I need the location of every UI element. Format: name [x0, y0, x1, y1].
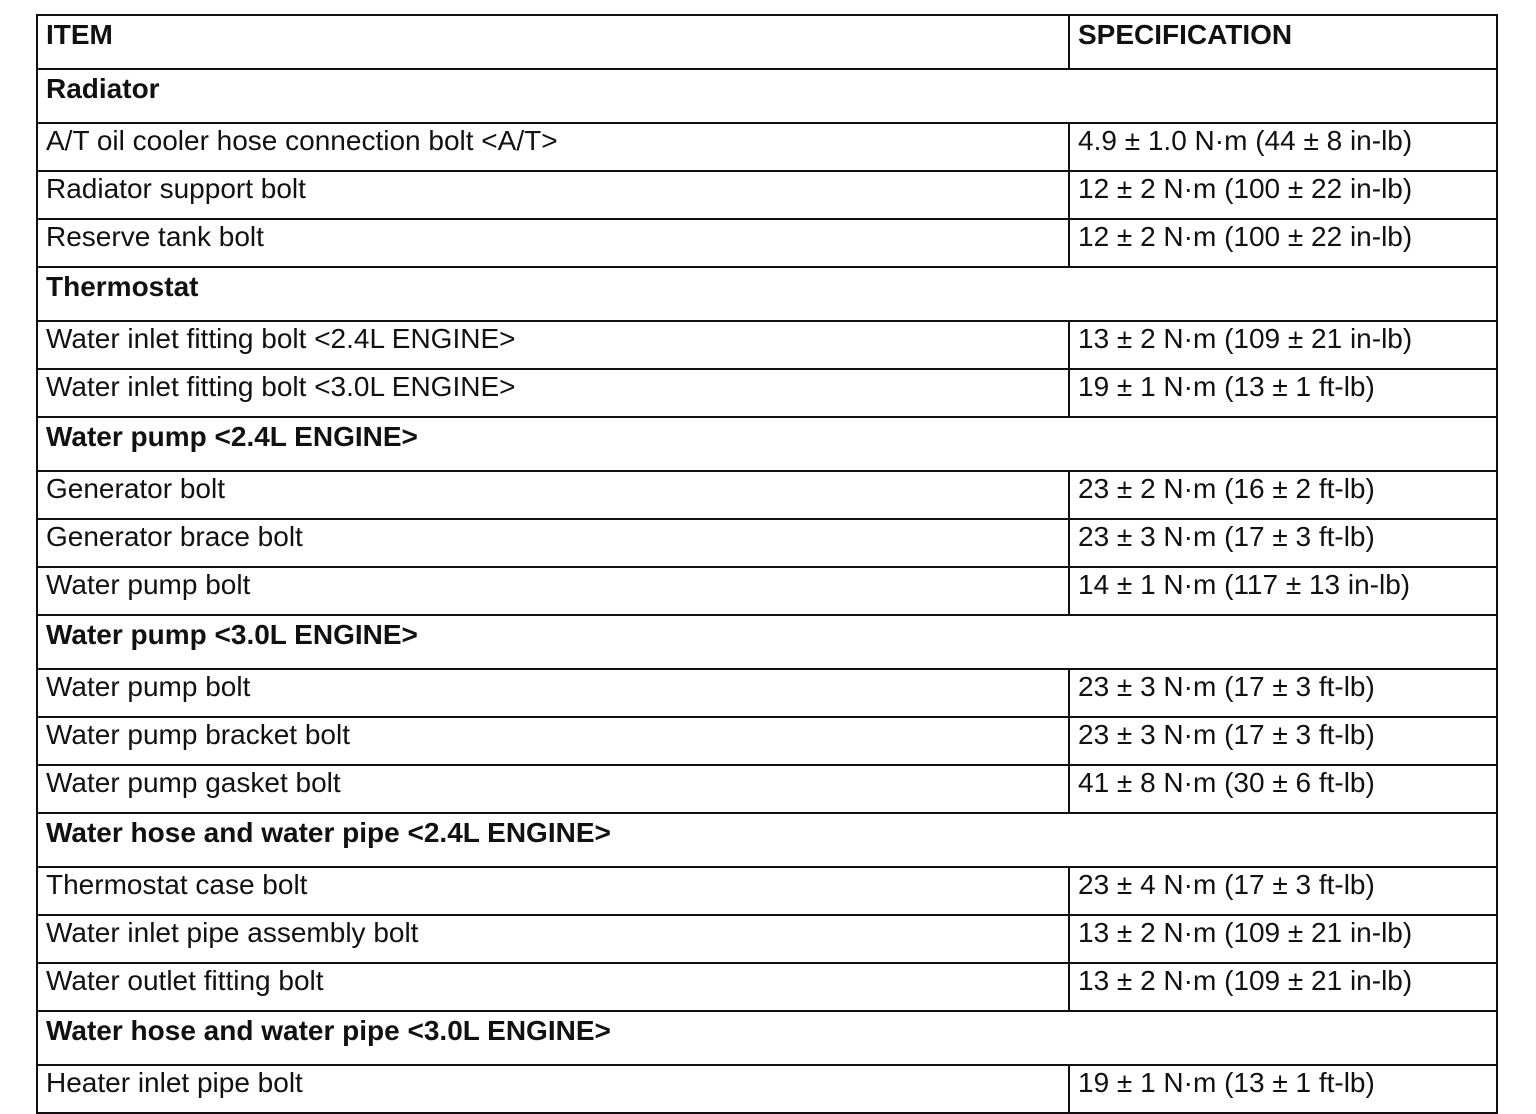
specification-cell: 14 ± 1 N·m (117 ± 13 in-lb)	[1069, 567, 1497, 615]
specification-cell: 19 ± 1 N·m (13 ± 1 ft-lb)	[1069, 1065, 1497, 1113]
specification-cell: 41 ± 8 N·m (30 ± 6 ft-lb)	[1069, 765, 1497, 813]
table-body	[37, 69, 1497, 1113]
table-header-row	[37, 15, 1497, 69]
specification-cell: 12 ± 2 N·m (100 ± 22 in-lb)	[1069, 171, 1497, 219]
column-header-specification: SPECIFICATION	[1069, 15, 1497, 69]
section-title: Thermostat	[37, 267, 1497, 321]
table-row	[37, 369, 1497, 417]
section-row	[37, 1011, 1497, 1065]
table-row	[37, 669, 1497, 717]
specification-cell: 19 ± 1 N·m (13 ± 1 ft-lb)	[1069, 369, 1497, 417]
specification-cell: 13 ± 2 N·m (109 ± 21 in-lb)	[1069, 321, 1497, 369]
specification-cell: 23 ± 4 N·m (17 ± 3 ft-lb)	[1069, 867, 1497, 915]
item-cell: Water outlet fitting bolt	[37, 963, 1069, 1011]
table-row	[37, 321, 1497, 369]
table-row	[37, 123, 1497, 171]
section-title: Radiator	[37, 69, 1497, 123]
specification-cell: 4.9 ± 1.0 N·m (44 ± 8 in-lb)	[1069, 123, 1497, 171]
specification-cell: 12 ± 2 N·m (100 ± 22 in-lb)	[1069, 219, 1497, 267]
item-cell: A/T oil cooler hose connection bolt <A/T>	[37, 123, 1069, 171]
item-cell: Generator brace bolt	[37, 519, 1069, 567]
section-title: Water hose and water pipe <2.4L ENGINE>	[37, 813, 1497, 867]
section-title: Water pump <3.0L ENGINE>	[37, 615, 1497, 669]
section-row	[37, 813, 1497, 867]
torque-spec-table	[36, 14, 1498, 1114]
section-title: Water pump <2.4L ENGINE>	[37, 417, 1497, 471]
item-cell: Reserve tank bolt	[37, 219, 1069, 267]
item-cell: Water inlet pipe assembly bolt	[37, 915, 1069, 963]
table-row	[37, 219, 1497, 267]
item-cell: Generator bolt	[37, 471, 1069, 519]
specification-cell: 23 ± 3 N·m (17 ± 3 ft-lb)	[1069, 669, 1497, 717]
table-row	[37, 765, 1497, 813]
item-cell: Water pump bolt	[37, 567, 1069, 615]
specification-cell: 23 ± 2 N·m (16 ± 2 ft-lb)	[1069, 471, 1497, 519]
table-row	[37, 171, 1497, 219]
table-row	[37, 915, 1497, 963]
specification-cell: 13 ± 2 N·m (109 ± 21 in-lb)	[1069, 915, 1497, 963]
table-row	[37, 963, 1497, 1011]
item-cell: Water inlet fitting bolt <2.4L ENGINE>	[37, 321, 1069, 369]
item-cell: Water pump bolt	[37, 669, 1069, 717]
item-cell: Heater inlet pipe bolt	[37, 1065, 1069, 1113]
section-title: Water hose and water pipe <3.0L ENGINE>	[37, 1011, 1497, 1065]
specification-cell: 23 ± 3 N·m (17 ± 3 ft-lb)	[1069, 519, 1497, 567]
specification-cell: 13 ± 2 N·m (109 ± 21 in-lb)	[1069, 963, 1497, 1011]
table-row	[37, 519, 1497, 567]
table-row	[37, 867, 1497, 915]
table-row	[37, 1065, 1497, 1113]
item-cell: Thermostat case bolt	[37, 867, 1069, 915]
table-row	[37, 717, 1497, 765]
item-cell: Water pump bracket bolt	[37, 717, 1069, 765]
section-row	[37, 267, 1497, 321]
section-row	[37, 69, 1497, 123]
column-header-item: ITEM	[37, 15, 1069, 69]
item-cell: Water inlet fitting bolt <3.0L ENGINE>	[37, 369, 1069, 417]
specification-cell: 23 ± 3 N·m (17 ± 3 ft-lb)	[1069, 717, 1497, 765]
item-cell: Radiator support bolt	[37, 171, 1069, 219]
section-row	[37, 615, 1497, 669]
table-row	[37, 567, 1497, 615]
item-cell: Water pump gasket bolt	[37, 765, 1069, 813]
table-row	[37, 471, 1497, 519]
section-row	[37, 417, 1497, 471]
